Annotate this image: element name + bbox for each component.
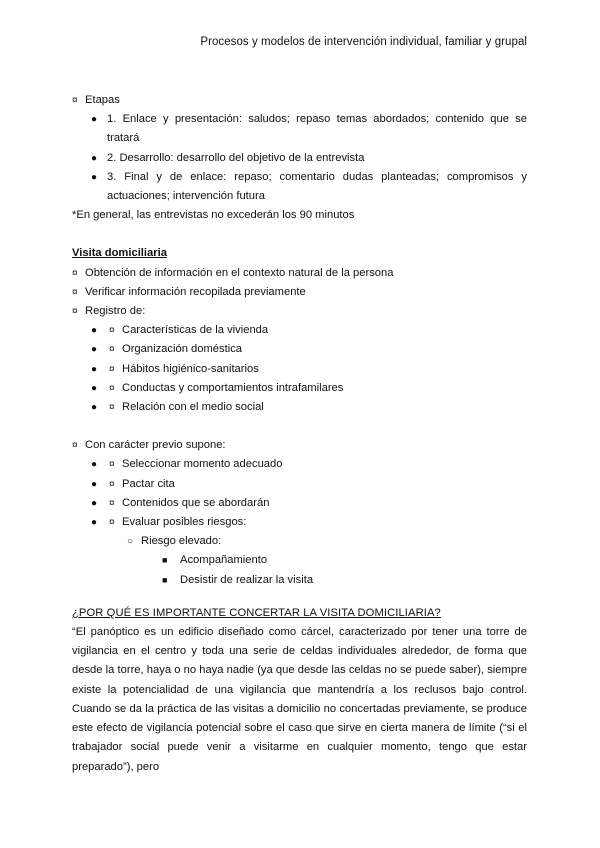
currency-bullet-icon: ¤	[72, 286, 78, 298]
etapa-text: 3. Final y de enlace: repaso; comentario dudas planteadas; compromisos y actuaciones; intervención futura	[107, 170, 527, 203]
etapa-text: 1. Enlace y presentación: saludos; repaso temas abordados; contenido que se tratará	[107, 113, 527, 145]
list-item	[72, 398, 527, 417]
spacer	[72, 417, 527, 436]
list-item	[72, 264, 527, 283]
riesgo-text: Acompañamiento	[180, 554, 268, 567]
point-text: Registro de:	[85, 305, 146, 318]
list-item	[72, 513, 527, 532]
currency-bullet-icon: ¤	[72, 440, 78, 452]
bullet-icon: ●	[91, 382, 98, 394]
currency-bullet-icon: ¤	[109, 382, 115, 394]
list-item	[72, 551, 527, 570]
registro-text: Relación con el medio social	[122, 401, 264, 414]
list-item	[72, 455, 527, 474]
currency-bullet-icon: ¤	[72, 306, 78, 318]
list-item	[72, 168, 527, 206]
list-item	[72, 436, 527, 455]
list-item	[72, 110, 527, 148]
previo-title: Con carácter previo supone:	[85, 439, 226, 452]
list-item	[72, 360, 527, 379]
list-item	[72, 149, 527, 168]
page-header: Procesos y modelos de intervención individual, familiar y grupal	[200, 36, 527, 48]
currency-bullet-icon: ¤	[109, 402, 115, 414]
registro-text: Características de la vivienda	[122, 324, 269, 337]
etapas-heading	[72, 91, 527, 110]
list-item	[72, 571, 527, 590]
currency-bullet-icon: ¤	[109, 497, 115, 509]
square-bullet-icon: ■	[162, 555, 168, 566]
etapa-text: 2. Desarrollo: desarrollo del objetivo de la entrevista	[107, 151, 365, 164]
currency-bullet-icon: ¤	[72, 267, 78, 279]
currency-bullet-icon: ¤	[109, 517, 115, 529]
point-text: Obtención de información en el contexto natural de la persona	[85, 266, 394, 279]
bullet-icon: ●	[91, 114, 98, 126]
page-content	[72, 91, 527, 777]
bullet-icon: ●	[91, 459, 98, 471]
currency-bullet-icon: ¤	[109, 344, 115, 356]
etapas-title: Etapas	[85, 94, 120, 106]
currency-bullet-icon: ¤	[109, 459, 115, 471]
etapas-note: *En general, las entrevistas no excederán los 90 minutos	[72, 209, 355, 222]
currency-bullet-icon: ¤	[72, 95, 78, 106]
list-item	[72, 475, 527, 494]
previo-text: Pactar cita	[122, 477, 175, 490]
currency-bullet-icon: ¤	[109, 363, 115, 375]
bullet-icon: ●	[91, 152, 98, 164]
list-item	[72, 340, 527, 359]
point-text: Verificar información recopilada previamente	[85, 285, 306, 298]
registro-text: Conductas y comportamientos intrafamilares	[122, 381, 344, 394]
bullet-icon: ●	[91, 344, 98, 356]
list-item	[72, 283, 527, 302]
bullet-icon: ●	[91, 171, 98, 183]
currency-bullet-icon: ¤	[109, 478, 115, 490]
bullet-icon: ●	[91, 478, 98, 490]
registro-text: Organización doméstica	[122, 343, 243, 356]
previo-text: Seleccionar momento adecuado	[122, 458, 283, 471]
list-item	[72, 379, 527, 398]
riesgo-title: Riesgo elevado:	[141, 535, 222, 548]
bullet-icon: ●	[91, 497, 98, 509]
riesgo-text: Desistir de realizar la visita	[180, 573, 314, 586]
question-paragraph: “El panóptico es un edificio diseñado como cárcel, caracterizado por tener una torre de vigilancia en el centro y toda una serie de celdas individuales alrededor, de forma que desde la torre, haya o no haya nadie (ya que desde las celdas no se puede saber), siempre existe la potencialidad de una vigilancia que mantendría a los reclusos bajo control. Cuando se da la práctica de las visitas a domicilio no concertadas previamente, se produce este efecto de vigilancia potencial sobre el caso que sirve en cierta manera de límite (“si el trabajador social puede venir a visitarme en cualquier momento, tengo que estar preparado”), pero	[72, 626, 527, 773]
section-title: Visita domiciliaria	[72, 247, 167, 260]
spacer	[72, 225, 527, 244]
circle-bullet-icon: ○	[127, 536, 134, 548]
list-item	[72, 321, 527, 340]
registro-text: Hábitos higiénico-sanitarios	[122, 362, 259, 375]
list-item	[72, 494, 527, 513]
previo-text: Evaluar posibles riesgos:	[122, 516, 247, 529]
list-item	[72, 532, 527, 551]
list-item	[72, 302, 527, 321]
question-title: ¿POR QUÉ ES IMPORTANTE CONCERTAR LA VISITA DOMICILIARIA?	[72, 606, 441, 619]
bullet-icon: ●	[91, 363, 98, 375]
bullet-icon: ●	[91, 517, 98, 529]
currency-bullet-icon: ¤	[109, 325, 115, 337]
previo-text: Contenidos que se abordarán	[122, 496, 270, 509]
square-bullet-icon: ■	[162, 574, 168, 585]
bullet-icon: ●	[91, 325, 98, 337]
bullet-icon: ●	[91, 402, 98, 414]
spacer	[72, 590, 527, 604]
